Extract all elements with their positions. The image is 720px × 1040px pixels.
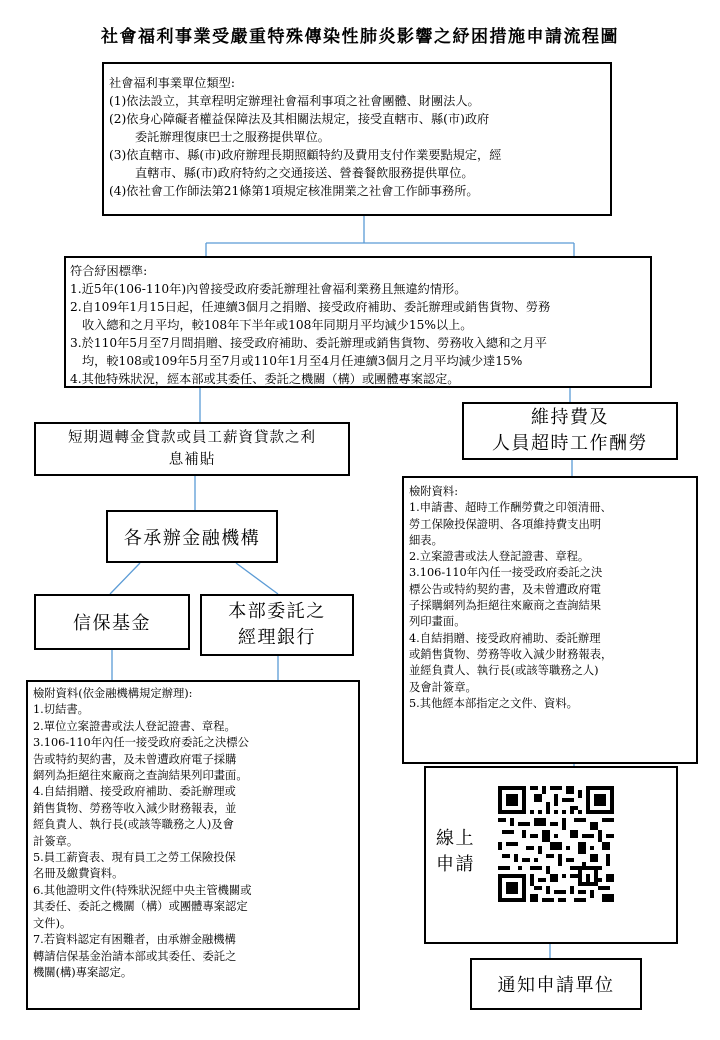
online-label-line: 線上 [436,828,475,849]
loan-doc-line: 2.單位立案證書或法人登記證書、章程。 [33,719,236,733]
maintenance-doc-line: 標公告或特約契約書，及未曾遭政府電 [409,582,602,596]
connector-financial-bank [236,563,278,594]
maintenance-doc-line: 4.自結捐贈、接受政府補助、委託辦理 [409,631,601,645]
loan-doc-line: 轉請信保基金治請本部或其委任、委託之 [33,949,237,963]
maintenance-doc-line: 1.申請書、超時工作酬勞費之印領清冊、 [409,501,612,515]
loan-doc-line: 5.員工薪資表、現有員工之勞工保險投保 [33,851,236,865]
credit-guarantee-box: 信保基金 [34,594,190,650]
loan-doc-line: 網列為拒絕往來廠商之查詢結果列印畫面。 [33,769,248,783]
unit-type-item: (1)依法設立，其章程明定辦理社會福利事項之社會團體、財團法人。 [109,94,480,108]
maintenance-doc-line: 及會計簽章。 [409,680,477,694]
criteria-item: 4.其他特殊狀況，經本部或其委任、委託之機關（構）或團體專案認定。 [70,372,460,386]
unit-type-item: (3)依直轄市、縣(市)政府辦理長期照顧特約及費用支付作業要點規定，經 [109,148,502,162]
loan-doc-line: 名冊及繳費資料。 [33,867,124,881]
criteria-item: 3.於110年5月至7月間捐贈、接受政府補助、委託辦理或銷售貨物、勞務收入總和之月平 [70,336,547,350]
loan-doc-line: 銷售貨物、勞務等收入減少財務報表，並 [33,801,237,815]
maintenance-box [462,402,678,460]
maintenance-doc-line: 勞工保險投保證明、各項維持費支出明 [409,517,602,531]
maintenance-doc-line: 並經負責人、執行長(或該等職務之人) [409,664,599,678]
loan-doc-line: 經負責人、執行長(或該等職務之人)及會 [33,818,234,832]
maintenance-doc-line: 2.立案證書或法人登記證書、章程。 [409,550,590,564]
maintenance-doc-line: 子採購網列為拒絕往來廠商之查詢結果 [409,599,602,613]
connector-financial-credit [110,563,140,594]
loan-doc-line: 4.自結捐贈、接受政府補助、委託辦理或 [33,785,236,799]
loan-doc-line: 告或特約契約書，及未曾遭政府電子採購 [33,752,237,766]
loan-doc-line: 機關(構)專案認定。 [33,965,133,979]
loan-doc-line: 6.其他證明文件(特殊狀況經中央主管機關或 [33,883,252,897]
criteria-heading: 符合紓困標準: [70,264,148,278]
page-title: 社會福利事業受嚴重特殊傳染性肺炎影響之紓困措施申請流程圖 [101,27,619,47]
maintenance-doc-line: 或銷售貨物、勞務等收入減少財務報表， [409,647,613,661]
loan-doc-line: 7.若資料認定有困難者，由承辦金融機構 [33,933,236,947]
loan-docs-box [26,680,360,1010]
online-application-box [424,766,678,944]
loan-subsidy-line: 息補貼 [168,452,216,468]
loan-doc-line: 3.106-110年內任一接受政府委託之決標公 [33,736,249,750]
unit-type-item: (2)依身心障礙者權益保障法及其相關法規定，接受直轄市、縣(市)政府 [109,112,490,126]
maintenance-docs-box [402,476,698,764]
criteria-item: 1.近5年(106-110年)內曾接受政府委託辦理社會福利業務且無違約情形。 [70,282,467,296]
maintenance-doc-line: 檢附資料: [409,485,458,498]
maintenance-line: 維持費及 [531,407,609,428]
loan-doc-line: 其委任、委託之機關（構）或團體專案認定 [33,900,248,914]
criteria-item: 2.自109年1月15日起，任連續3個月之捐贈、接受政府補助、委託辦理或銷售貨物、勞務 [70,300,551,314]
unit-type-item: 直轄市、縣(市)政府特約之交通接送、營養餐飲服務提供單位。 [135,166,474,180]
criteria-item: 均，較108或109年5月至7月或110年1月至4月任連續3個月之月平均減少達15% [82,354,523,368]
maintenance-doc-line: 5.其他經本部指定之文件、資料。 [409,696,578,710]
loan-subsidy-line: 短期週轉金貸款或員工薪資貸款之利 [68,430,316,446]
maintenance-line: 人員超時工作酬勞 [492,433,648,454]
notify-applicant-box: 通知申請單位 [470,958,642,1010]
financial-institutions-box: 各承辦金融機構 [106,510,278,563]
loan-doc-line: 文件)。 [33,916,72,930]
loan-doc-line: 檢附資料(依金融機構規定辦理): [33,687,193,700]
trustee-bank-line: 經理銀行 [238,627,316,648]
qr-code-icon[interactable] [498,786,614,902]
criteria-box [64,256,652,388]
loan-doc-line: 計簽章。 [33,834,79,848]
trustee-bank-box [200,594,354,656]
unit-type-item: 委託辦理復康巴士之服務提供單位。 [135,130,330,144]
maintenance-doc-line: 細表。 [409,533,443,547]
criteria-item: 收入總和之月平均，較108年下半年或108年同期月平均減少15%以上。 [82,318,473,332]
maintenance-doc-line: 3.106-110年內任一接受政府委託之決 [409,566,603,580]
loan-subsidy-box [34,422,350,476]
trustee-bank-line: 本部委託之 [228,601,326,622]
unit-type-item: (4)依社會工作師法第21條第1項規定核准開業之社會工作師事務所。 [109,184,479,198]
maintenance-doc-line: 列印畫面。 [409,615,466,629]
online-label [436,826,486,878]
loan-doc-line: 1.切結書。 [33,703,89,717]
unit-types-heading: 社會福利事業單位類型: [109,76,235,90]
online-label-line: 申請 [436,854,475,875]
unit-types-box [102,62,612,216]
